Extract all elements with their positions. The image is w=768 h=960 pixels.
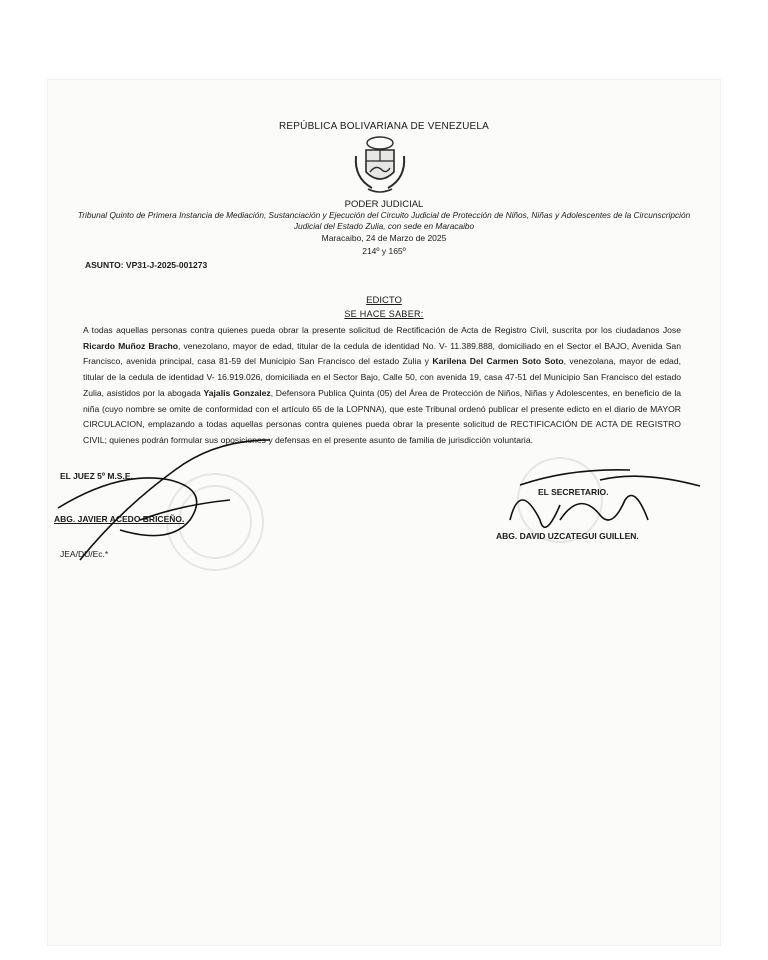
judge-name: ABG. JAVIER ACEDO BRICEÑO. <box>54 514 185 524</box>
place-date: Maracaibo, 24 de Marzo de 2025 <box>321 233 447 243</box>
republic-heading: REPÚBLICA BOLIVARIANA DE VENEZUELA <box>278 121 490 132</box>
secretary-title: EL SECRETARIO. <box>538 487 609 497</box>
secretary-name: ABG. DAVID UZCATEGUI GUILLEN. <box>496 531 639 541</box>
years-line: 214º y 165º <box>362 246 406 256</box>
body-text-4: , Defensora Publica Quinta (05) del Área de Protección de Niños, Niñas y Adolescentes, en beneficio de la niña (cuyo nombre se omite de conformidad con el artículo 65 de la LOPNNA), que este Tribunal ordenó publicar el presente edicto en el diario de MAYOR CIRCULACION, emplazando a todas aquellas personas contra quienes pueda obrar la presente solicitud de RECTIFICACIÓN DE ACTA DE REGISTRO CIVIL; quienes podrán formular sus oposiciones y defensas en el presente asunto de familia de jurisdicción voluntaria. <box>83 387 682 445</box>
edict-title: EDICTO <box>366 295 402 306</box>
attorney-name: Yajalis Gonzalez <box>203 387 271 398</box>
body-text-3: , venezolana, mayor de edad, titular de la cedula de identidad V- 16.919.026, domiciliada en el Sector Bajo, Calle 50, con avenida 19, casa 47-51 del Municipio San Francisco del estado Zulia, asistidos por la abogada <box>83 356 681 398</box>
body-text-1: A todas aquellas personas contra quienes pueda obrar la presente solicitud de Rectificación de Acta de Registro Civil, suscrita por los ciudadanos Jose <box>83 325 681 335</box>
se-hace-saber: SE HACE SABER: <box>344 309 424 319</box>
edict-body <box>83 323 681 449</box>
poder-judicial-heading: PODER JUDICIAL <box>344 199 424 210</box>
applicant-name-1: Ricardo Muñoz Bracho <box>83 340 178 351</box>
body-text-2: , venezolano, mayor de edad, titular de la cedula de identidad No. V- 11.389.888, domiciliado en el Sector el BAJO, Avenida San Francisco, avenida principal, casa 81-59 del Municipio San Francisco del estado Zulia y <box>83 340 681 367</box>
initials: JEA/DU/Ec.* <box>60 549 109 559</box>
judge-title: EL JUEZ 5º M.S.E. <box>60 471 133 481</box>
applicant-name-2: Karilena Del Carmen Soto Soto <box>432 356 564 367</box>
tribunal-name: Tribunal Quinto de Primera Instancia de Mediación, Sustanciación y Ejecución del Circuito Judicial de Protección de Niños, Niñas y Adolescentes de la Circunscripción Judicial del Estado Zulia, con sede en Maracaibo <box>77 210 691 231</box>
case-number: ASUNTO: VP31-J-2025-001273 <box>85 260 208 270</box>
coat-of-arms-icon <box>352 134 408 198</box>
